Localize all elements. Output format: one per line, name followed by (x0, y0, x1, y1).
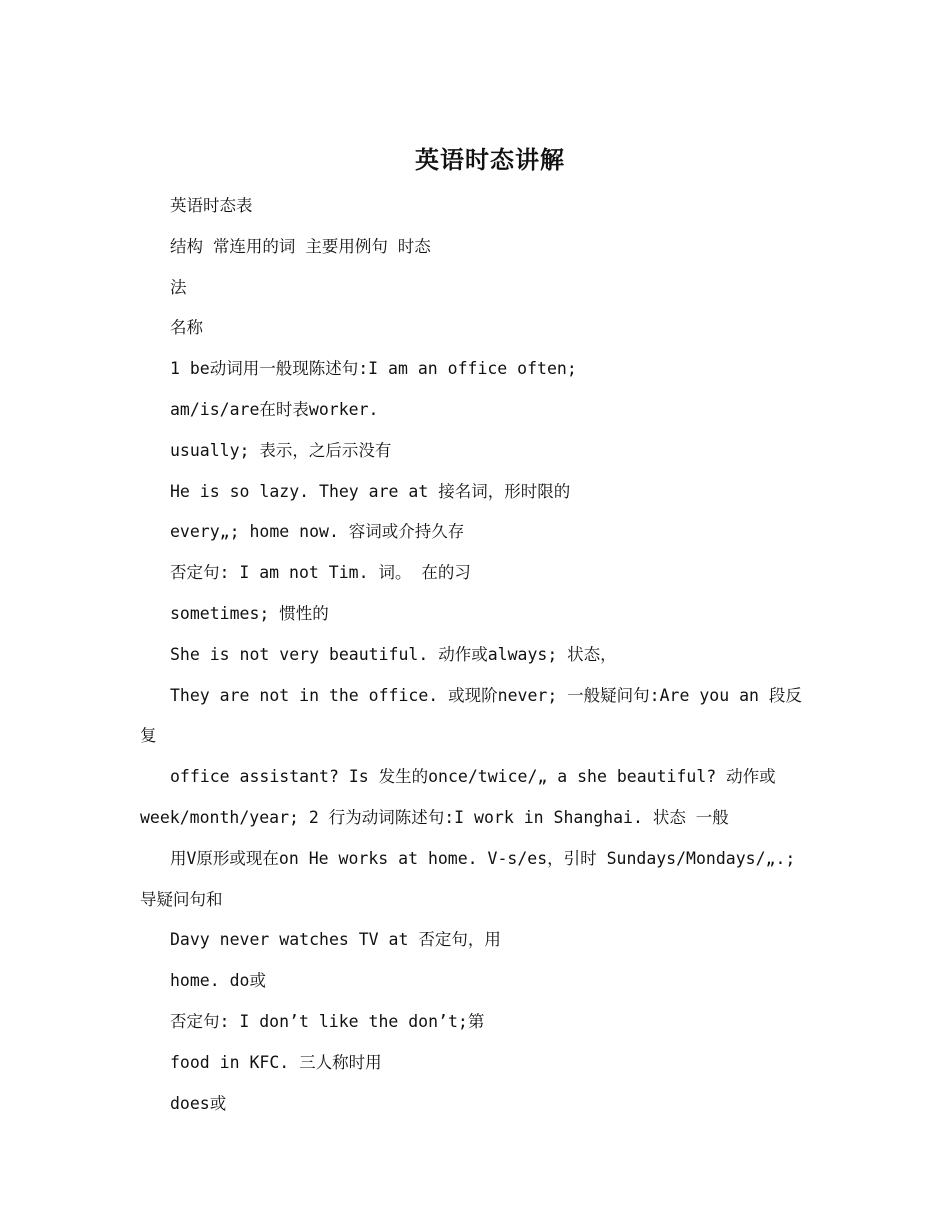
text-line: office assistant? Is 发生的once/twice/„ a she beautiful? 动作或 (170, 767, 776, 787)
text-line: He is so lazy. They are at 接名词，形时限的 (170, 481, 571, 501)
text-line-continuation: 复 (140, 726, 157, 746)
text-line: She is not very beautiful. 动作或always; 状态， (170, 644, 617, 664)
text-line: 结构 常连用的词 主要用例句 时态 (170, 236, 431, 256)
text-line: every„; home now. 容词或介持久存 (170, 522, 465, 542)
text-line-continuation: 导疑问句和 (140, 889, 223, 909)
text-line: food in KFC. 三人称时用 (170, 1052, 382, 1072)
text-line: sometimes; 惯性的 (170, 603, 329, 623)
text-line: 名称 (170, 318, 203, 338)
text-line: 法 (170, 277, 187, 297)
text-line: home. do或 (170, 971, 266, 991)
text-line-continuation: week/month/year; 2 行为动词陈述句:I work in Shanghai. 状态 一般 (140, 807, 729, 827)
text-line: 否定句: I don’t like the don’t;第 (170, 1011, 485, 1031)
text-line: usually; 表示，之后示没有 (170, 440, 392, 460)
text-line: 用V原形或现在on He works at home. V-s/es，引时 Sundays/Mondays/„.; (170, 848, 796, 868)
document-body (140, 186, 810, 1124)
text-line: They are not in the office. 或现阶never; 一般疑问句:Are you an 段反 (170, 685, 802, 705)
text-line: does或 (170, 1093, 227, 1113)
text-line: Davy never watches TV at 否定句，用 (170, 930, 501, 950)
text-line: 英语时态表 (170, 196, 253, 215)
text-line: 1 be动词用一般现陈述句:I am an office often; (170, 359, 577, 379)
text-line: 否定句: I am not Tim. 词。 在的习 (170, 563, 471, 583)
text-line: am/is/are在时表worker. (170, 399, 379, 419)
document-title: 英语时态讲解 (415, 145, 565, 174)
